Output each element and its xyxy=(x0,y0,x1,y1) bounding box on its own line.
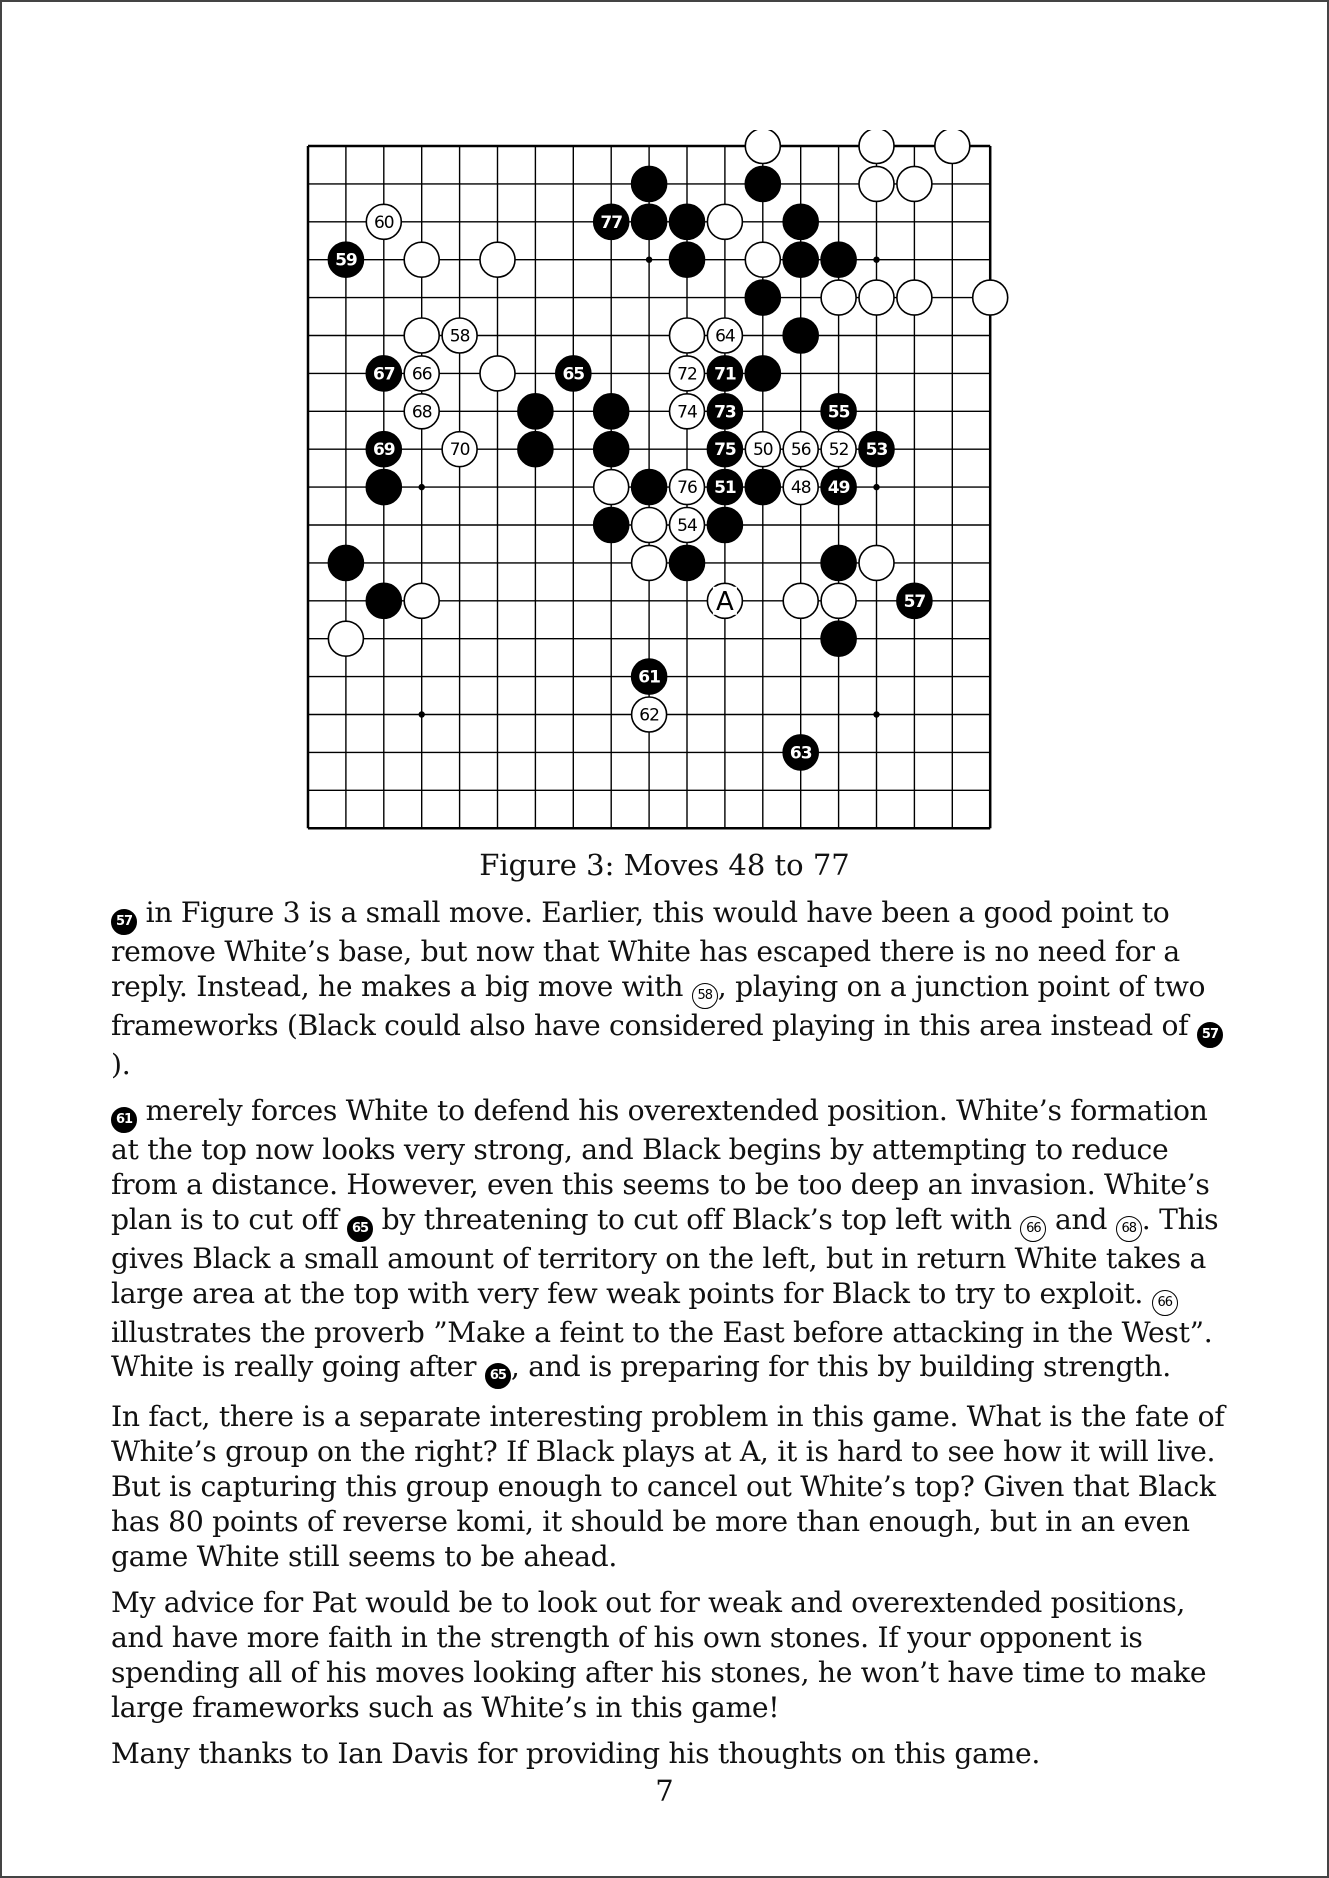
article-body xyxy=(111,896,1231,1783)
black-stone xyxy=(783,735,818,770)
black-stone xyxy=(632,204,667,239)
page-number: 7 xyxy=(655,1774,674,1808)
white-stone xyxy=(783,470,818,505)
black-stone xyxy=(632,166,667,201)
stone-disc xyxy=(707,508,742,543)
stone-disc xyxy=(821,545,856,580)
move-number: 55 xyxy=(827,402,850,423)
white-stone xyxy=(859,545,894,580)
stone-disc xyxy=(670,204,705,239)
move-number: 48 xyxy=(790,478,811,499)
white-stone xyxy=(821,583,856,618)
black-stone xyxy=(366,470,401,505)
stone-disc xyxy=(821,242,856,277)
black-stone xyxy=(594,204,629,239)
white-stone xyxy=(783,432,818,467)
stone-disc xyxy=(328,545,363,580)
move-number: 56 xyxy=(790,440,811,461)
white-stone xyxy=(442,432,477,467)
hoshi-point xyxy=(419,484,425,490)
black-stone xyxy=(745,166,780,201)
move-number: 59 xyxy=(335,250,357,271)
hoshi-point xyxy=(419,711,425,717)
black-stone xyxy=(821,621,856,656)
stone-disc xyxy=(821,583,856,618)
black-stone xyxy=(821,545,856,580)
stone-disc xyxy=(632,166,667,201)
move-marker-black: 57 xyxy=(1197,1022,1223,1048)
white-stone xyxy=(935,130,970,164)
black-stone xyxy=(707,356,742,391)
move-number: 53 xyxy=(865,440,888,461)
hoshi-point xyxy=(873,711,879,717)
stone-disc xyxy=(328,621,363,656)
black-stone xyxy=(859,432,894,467)
stone-disc xyxy=(935,130,970,164)
stone-disc xyxy=(404,242,439,277)
go-board-diagram xyxy=(292,130,1012,850)
black-stone xyxy=(366,356,401,391)
move-marker-white: 66 xyxy=(1020,1216,1046,1242)
stone-disc xyxy=(670,242,705,277)
stone-disc xyxy=(480,242,515,277)
black-stone xyxy=(328,242,363,277)
move-marker-black: 65 xyxy=(485,1363,511,1389)
white-stone xyxy=(859,280,894,315)
stone-disc xyxy=(632,545,667,580)
white-stone xyxy=(366,204,401,239)
stone-disc xyxy=(745,356,780,391)
hoshi-point xyxy=(873,257,879,263)
move-number: 70 xyxy=(449,440,470,461)
black-stone xyxy=(670,545,705,580)
move-number: 62 xyxy=(639,705,659,726)
stone-disc xyxy=(783,204,818,239)
stone-disc xyxy=(404,583,439,618)
white-stone xyxy=(859,166,894,201)
white-stone xyxy=(707,318,742,353)
stone-disc xyxy=(480,356,515,391)
stone-disc xyxy=(632,470,667,505)
move-number: 73 xyxy=(714,402,736,423)
white-stone xyxy=(973,280,1008,315)
stone-disc xyxy=(859,166,894,201)
point-label-a: A xyxy=(716,586,734,617)
black-stone xyxy=(707,508,742,543)
paragraph-2: 61 merely forces White to defend his overextended position. White’s formation at the top now looks very strong, and Black begins by attempting to reduce from a distance. However, even this seems to be too deep an invasion. White’s plan is to cut off 65 by threatening to cut off Black’s top left with 66 and 68 . This gives Black a small amount of territory on the left, but in return White takes a large area at the top with very few weak points for Black to try to exploit. 66 illustrates the proverb ”Make a feint to the East before attacking in the West”. White is really going after 65 , and is preparing for this by building strength. xyxy=(111,1094,1231,1390)
stone-disc xyxy=(366,470,401,505)
white-stone xyxy=(632,697,667,732)
black-stone xyxy=(783,242,818,277)
white-stone xyxy=(670,508,705,543)
white-stone xyxy=(821,432,856,467)
move-number: 66 xyxy=(411,364,432,385)
white-stone xyxy=(404,242,439,277)
stone-disc xyxy=(783,318,818,353)
figure-caption: Figure 3: Moves 48 to 77 xyxy=(479,848,850,882)
stone-disc xyxy=(745,166,780,201)
move-number: 58 xyxy=(449,326,470,347)
move-number: 71 xyxy=(714,364,736,385)
stone-disc xyxy=(745,242,780,277)
move-number: 54 xyxy=(677,516,697,536)
white-stone xyxy=(594,470,629,505)
stone-disc xyxy=(670,545,705,580)
stone-disc xyxy=(783,242,818,277)
move-number: 57 xyxy=(903,591,926,612)
move-number: 72 xyxy=(677,364,697,385)
white-stone xyxy=(670,394,705,429)
stone-disc xyxy=(594,432,629,467)
white-stone xyxy=(745,130,780,164)
move-number: 51 xyxy=(714,478,736,499)
hoshi-point xyxy=(873,484,879,490)
move-marker-black: 61 xyxy=(111,1107,137,1133)
move-number: 60 xyxy=(373,212,394,233)
white-stone xyxy=(897,166,932,201)
stone-disc xyxy=(745,130,780,164)
move-number: 52 xyxy=(828,440,849,461)
white-stone xyxy=(670,318,705,353)
black-stone xyxy=(745,280,780,315)
black-stone xyxy=(745,470,780,505)
white-stone xyxy=(632,508,667,543)
stone-disc xyxy=(783,583,818,618)
white-stone xyxy=(404,394,439,429)
black-stone xyxy=(897,583,932,618)
black-stone xyxy=(632,659,667,694)
stone-disc xyxy=(632,508,667,543)
stone-disc xyxy=(594,394,629,429)
move-number: 77 xyxy=(600,212,623,233)
black-stone xyxy=(594,508,629,543)
move-number: 50 xyxy=(752,440,773,461)
stone-disc xyxy=(404,318,439,353)
stone-disc xyxy=(594,508,629,543)
black-stone xyxy=(783,318,818,353)
black-stone xyxy=(328,545,363,580)
white-stone xyxy=(480,356,515,391)
white-stone xyxy=(632,545,667,580)
black-stone xyxy=(670,242,705,277)
move-marker-black: 57 xyxy=(111,909,137,935)
move-number: 63 xyxy=(789,743,812,764)
stone-disc xyxy=(670,318,705,353)
move-number: 76 xyxy=(677,478,697,499)
stone-disc xyxy=(897,280,932,315)
black-stone xyxy=(366,432,401,467)
black-stone xyxy=(707,470,742,505)
white-stone xyxy=(707,204,742,239)
stone-disc xyxy=(518,432,553,467)
white-stone xyxy=(783,583,818,618)
paragraph-4: My advice for Pat would be to look out for weak and overextended positions, and have more faith in the strength of his own stones. If your opponent is spending all of his moves looking after his stones, he won’t have time to make large frameworks such as White’s in this game! xyxy=(111,1585,1207,1724)
move-marker-white: 66 xyxy=(1152,1290,1178,1316)
stone-disc xyxy=(518,394,553,429)
move-number: 68 xyxy=(411,402,432,423)
move-number: 74 xyxy=(677,402,697,423)
stone-disc xyxy=(632,204,667,239)
move-marker-white: 68 xyxy=(1116,1216,1142,1242)
white-stone xyxy=(670,470,705,505)
white-stone xyxy=(897,280,932,315)
move-number: 49 xyxy=(827,478,850,499)
black-stone xyxy=(821,394,856,429)
white-stone xyxy=(404,583,439,618)
stone-disc xyxy=(594,470,629,505)
white-stone xyxy=(859,130,894,164)
black-stone xyxy=(594,394,629,429)
black-stone xyxy=(707,394,742,429)
white-stone xyxy=(745,242,780,277)
paragraph-3: In fact, there is a separate interesting problem in this game. What is the fate of White’s group on the right? If Black plays at A, it is hard to see how it will live. But is capturing this group enough to cancel out White’s top? Given that Black has 80 points of reverse komi, it should be more than enough, but in an even game White still seems to be ahead. xyxy=(111,1400,1225,1574)
move-number: 67 xyxy=(372,364,395,385)
white-stone xyxy=(404,356,439,391)
stone-disc xyxy=(859,280,894,315)
black-stone xyxy=(670,204,705,239)
move-number: 65 xyxy=(562,364,585,385)
black-stone xyxy=(366,583,401,618)
stone-disc xyxy=(707,204,742,239)
stone-disc xyxy=(821,621,856,656)
black-stone xyxy=(745,356,780,391)
white-stone xyxy=(821,280,856,315)
white-stone xyxy=(442,318,477,353)
move-number: 61 xyxy=(638,667,660,688)
stone-disc xyxy=(821,280,856,315)
stone-disc xyxy=(973,280,1008,315)
black-stone xyxy=(518,432,553,467)
black-stone xyxy=(594,432,629,467)
black-stone xyxy=(783,204,818,239)
move-number: 75 xyxy=(714,440,736,461)
white-stone xyxy=(745,432,780,467)
move-marker-black: 65 xyxy=(347,1216,373,1242)
paragraph-5: Many thanks to Ian Davis for providing his thoughts on this game. xyxy=(111,1736,1041,1770)
black-stone xyxy=(821,242,856,277)
black-stone xyxy=(707,432,742,467)
black-stone xyxy=(821,470,856,505)
white-stone xyxy=(670,356,705,391)
white-stone xyxy=(328,621,363,656)
move-marker-white: 58 xyxy=(692,983,718,1009)
stone-disc xyxy=(745,280,780,315)
stone-disc xyxy=(897,166,932,201)
black-stone xyxy=(556,356,591,391)
black-stone xyxy=(632,470,667,505)
white-stone xyxy=(404,318,439,353)
stone-disc xyxy=(859,130,894,164)
move-number: 69 xyxy=(372,440,395,461)
stone-disc xyxy=(366,583,401,618)
hoshi-point xyxy=(646,257,652,263)
paragraph-1: 57 in Figure 3 is a small move. Earlier, this would have been a good point to remove White’s base, but now that White has escaped there is no need for a reply. Instead, he makes a big move with 58 , playing on a junction point of two frameworks (Black could also have considered playing in this area instead of 57). xyxy=(111,896,1231,1083)
white-stone xyxy=(480,242,515,277)
stone-disc xyxy=(745,470,780,505)
black-stone xyxy=(518,394,553,429)
move-number: 64 xyxy=(715,326,735,347)
stone-disc xyxy=(859,545,894,580)
